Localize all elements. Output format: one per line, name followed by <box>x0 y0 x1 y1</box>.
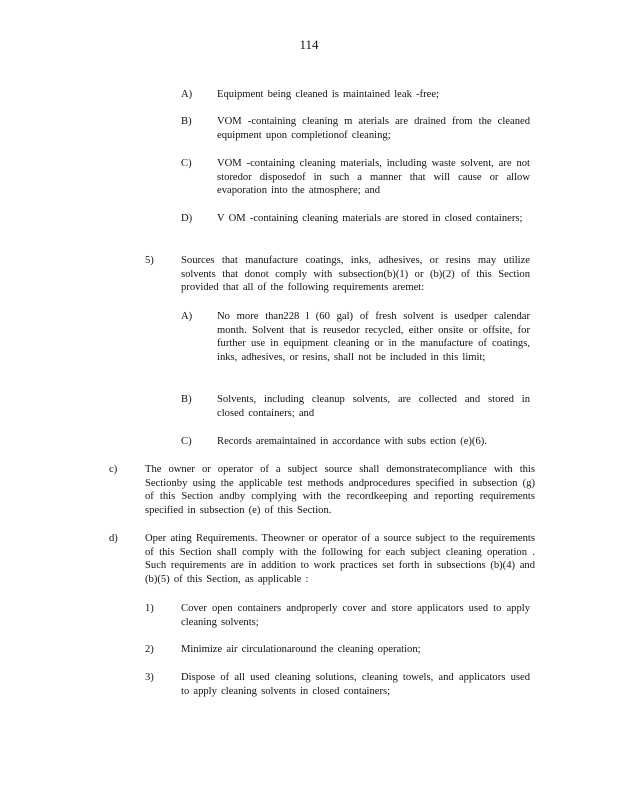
item-label: 5) <box>145 255 154 266</box>
item-text: VOM -containing cleaning materials, including waste solvent, are not storedor disposedof in such a manner that will cause or allow evaporation into the atmosphere; and <box>217 158 530 197</box>
item-label: d) <box>109 533 118 544</box>
item-text: Sources that manufacture coatings, inks, adhesives, or resins may utilize solvents that donot comply with subsection(b)(1) or (b)(2) of this Section provided that all of the following requirements aremet: <box>181 255 530 294</box>
item-text: Cover open containers andproperly cover and store applicators used to apply cleaning solvents; <box>181 603 530 628</box>
item-label: B) <box>181 394 192 405</box>
item-label: D) <box>181 213 193 224</box>
page-number: 114 <box>299 37 319 52</box>
item-label: A) <box>181 311 193 322</box>
item-text: Solvents, including cleanup solvents, are collected and stored in closed containers; and <box>217 394 530 419</box>
item-label: 2) <box>145 644 154 655</box>
item-text: Minimize air circulationaround the cleaning operation; <box>181 644 421 655</box>
item-text: Records aremaintained in accordance with subs ection (e)(6). <box>217 436 487 447</box>
item-label: B) <box>181 116 192 127</box>
item-text: No more than228 l (60 gal) of fresh solvent is usedper calendar month. Solvent that is reusedor recycled, either onsite or offsite, for further use in equipment cleaning or in the manufacture of coatings, inks, adhesives, or resins, shall not be included in this limit; <box>217 311 530 363</box>
item-text: The owner or operator of a subject source shall demonstratecompliance with this Sectionby using the applicable test methods andprocedures specified in subsection (g) of this Section andby complying with the recordkeeping and reporting requirements specified in subsection (e) of this Section. <box>145 464 535 516</box>
item-label: c) <box>109 464 118 475</box>
item-text: Oper ating Requirements. Theowner or operator of a source subject to the requirements of this Section shall comply with the following for each subject cleaning operation . Such requirements are in addition to work practices set forth in subsections (b)(4) and (b)(5) of this Section, as applicable : <box>145 533 535 585</box>
item-label: A) <box>181 89 193 100</box>
item-text: Dispose of all used cleaning solutions, cleaning towels, and applicators used to apply cleaning solvents in closed containers; <box>181 672 530 697</box>
item-label: C) <box>181 436 192 447</box>
item-text: Equipment being cleaned is maintained leak -free; <box>217 89 439 100</box>
item-label: 1) <box>145 603 154 614</box>
item-text: VOM -containing cleaning m aterials are drained from the cleaned equipment upon completionof cleaning; <box>217 116 530 141</box>
item-label: 3) <box>145 672 154 683</box>
item-text: V OM -containing cleaning materials are stored in closed containers; <box>217 213 523 224</box>
item-label: C) <box>181 158 192 169</box>
